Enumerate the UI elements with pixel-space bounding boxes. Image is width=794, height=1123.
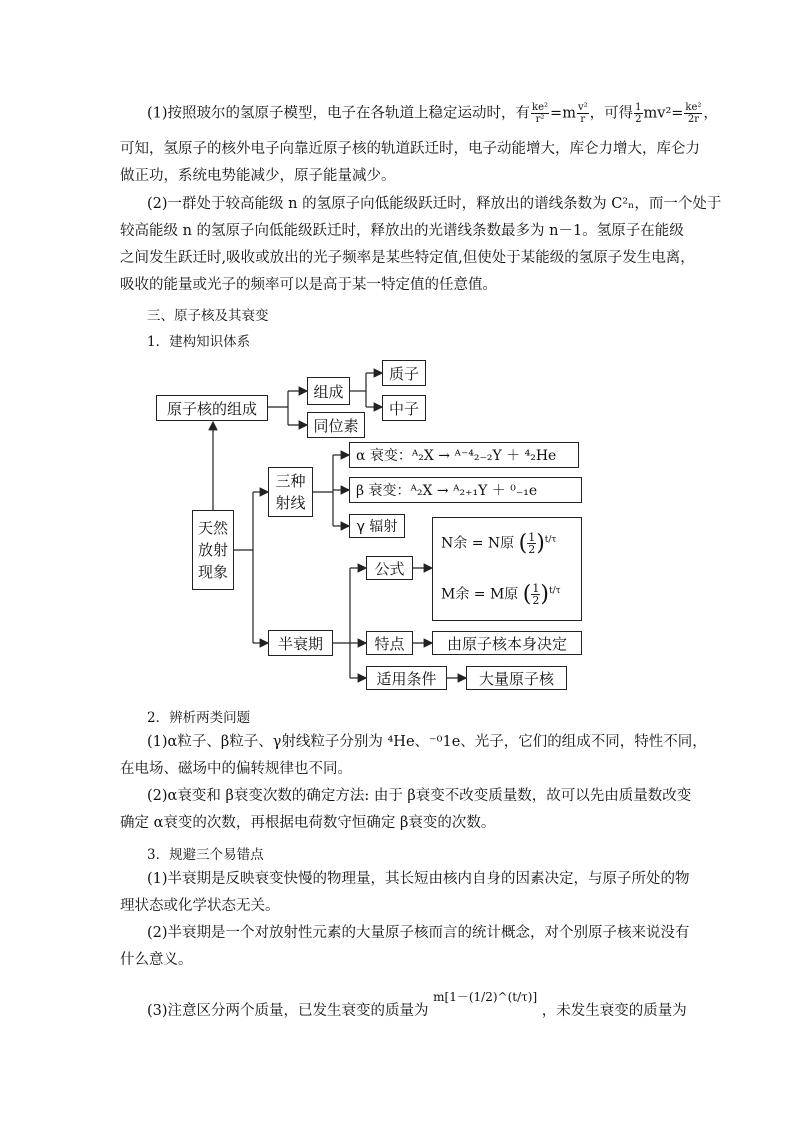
feature-desc-box: 由原子核本身决定 <box>432 631 582 655</box>
fraction <box>684 102 702 125</box>
formula-frac <box>531 583 540 606</box>
three-rays-l1: 三种 <box>275 472 306 490</box>
para1-line2: 可知，氢原子的核外电子向靠近原子核的轨道跃迁时，电子动能增大，库仑力增大，库仑力 <box>120 141 700 157</box>
para7-suffix: ，未发生衰变的质量为 <box>541 1003 687 1019</box>
fraction <box>577 102 589 125</box>
para5-line1: (1)半衰期是反映衰变快慢的物理量，其长短由核内自身的因素决定，与原子所处的物 <box>147 871 690 887</box>
para5-line2: 理状态或化学状态无关。 <box>120 898 280 914</box>
para2-line4: 吸收的能量或光子的频率可以是高于某一特定值的任意值。 <box>120 277 497 293</box>
nucleus-composition-box: 原子核的组成 <box>156 395 268 421</box>
composition-box: 组成 <box>307 377 350 405</box>
natural-l1: 天然 <box>197 519 228 537</box>
para3-line1: (1)α粒子、β粒子、γ射线粒子分别为 ⁴He、⁻⁰1e、光子，它们的组成不同，特性不同， <box>147 734 707 750</box>
isotope-box: 同位素 <box>307 412 365 438</box>
feature-box: 特点 <box>366 631 413 655</box>
para4-line1: (2)α衰变和 β衰变次数的确定方法: 由于 β衰变不改变质量数，故可以先由质量数改变 <box>147 788 692 804</box>
frac-num: 1 <box>532 582 540 595</box>
sub1-title: 1．建构知识体系 <box>147 334 251 350</box>
para3-line2: 在电场、磁场中的偏转规律也不同。 <box>120 761 352 777</box>
section3-title: 三、原子核及其衰变 <box>147 308 269 324</box>
fraction-numerator: ke² <box>685 102 702 113</box>
condition-box: 适用条件 <box>366 666 447 690</box>
formula-box <box>432 517 582 621</box>
fraction-denominator: 2 <box>635 114 642 125</box>
condition-desc-box: 大量原子核 <box>466 666 567 690</box>
para1-text-end: ， <box>703 105 718 122</box>
para2-line2: 较高能级 n 的氢原子向低能级跃迁时，释放出的光谱线条数最多为 n－1。氢原子在能级 <box>120 223 684 239</box>
formula-frac <box>527 532 536 555</box>
sub3-title: 3．规避三个易错点 <box>147 847 264 863</box>
sub2-title: 2．辨析两类问题 <box>147 710 251 726</box>
mv-squared: mv²= <box>643 105 684 122</box>
natural-l2: 放射 <box>197 541 228 559</box>
fraction-numerator: v² <box>577 102 588 113</box>
natural-l3: 现象 <box>197 563 228 581</box>
para1-line3: 做正功，系统电势能减少，原子能量减少。 <box>120 168 396 184</box>
three-rays-box <box>268 467 313 517</box>
para1-text: (1)按照玻尔的氢原子模型，电子在各轨道上稳定运动时，有 <box>147 105 531 122</box>
para7-prefix: (3)注意区分两个质量，已发生衰变的质量为 <box>147 1003 429 1019</box>
para1-line1 <box>147 102 718 125</box>
natural-radioactivity-box <box>192 510 234 590</box>
fraction-numerator: ke² <box>532 102 549 113</box>
frac-den: 2 <box>532 594 540 607</box>
fraction-denominator: r² <box>535 114 545 125</box>
fraction-denominator: 2r <box>687 114 699 125</box>
para1-text-mid: ，可得 <box>589 105 634 122</box>
neutron-box: 中子 <box>382 395 426 421</box>
fraction-denominator: r <box>580 114 586 125</box>
fraction <box>634 102 642 125</box>
formula-n: N余 = N原 <box>441 535 515 552</box>
para2-line1: (2)一群处于较高能级 n 的氢原子向低能级跃迁时，释放出的谱线条数为 C²ₙ，而一个处于 <box>147 196 722 212</box>
half-life-box: 半衰期 <box>268 630 333 656</box>
formula-exponent: t/τ <box>548 585 561 596</box>
para2-line3: 之间发生跃迁时,吸收或放出的光子频率是某些特定值,但使处于某能级的氢原子发生电离， <box>120 250 695 266</box>
frac-den: 2 <box>528 543 536 556</box>
frac-num: 1 <box>528 531 536 544</box>
fraction-numerator: 1 <box>635 102 642 113</box>
formula-m-row: M余 = M原 ( $\frac{1}{2}$ )$^{t/\tau}$ <box>441 582 561 607</box>
para7-formula: m[1－(1/2)^(t/τ)] <box>433 990 538 1004</box>
alpha-decay-box: α 衰变：ᴬ₂X → ᴬ⁻⁴₂₋₂Y ＋ ⁴₂He <box>349 442 579 468</box>
proton-box: 质子 <box>382 360 426 386</box>
formula-m: M余 = M原 <box>441 586 519 603</box>
formula-label-box: 公式 <box>366 556 413 580</box>
fraction <box>531 102 549 125</box>
beta-decay-box: β 衰变：ᴬ₂X → ᴬ₂₊₁Y ＋ ⁰₋₁e <box>349 477 582 503</box>
three-rays-l2: 射线 <box>275 494 306 512</box>
knowledge-diagram <box>150 355 600 695</box>
formula-n-row: N余 = N原 ( $\frac{1}{2}$ )$^{t/\tau}$ <box>441 531 557 556</box>
para4-line2: 确定 α衰变的次数，再根据电荷数守恒确定 β衰变的次数。 <box>120 815 496 831</box>
para6-line2: 什么意义。 <box>120 952 193 968</box>
para6-line1: (2)半衰期是一个对放射性元素的大量原子核而言的统计概念，对个别原子核来说没有 <box>147 925 690 941</box>
formula-exponent: t/τ <box>544 534 557 545</box>
equals-m: =m <box>550 105 576 122</box>
gamma-radiation-box: γ 辐射 <box>349 514 405 538</box>
